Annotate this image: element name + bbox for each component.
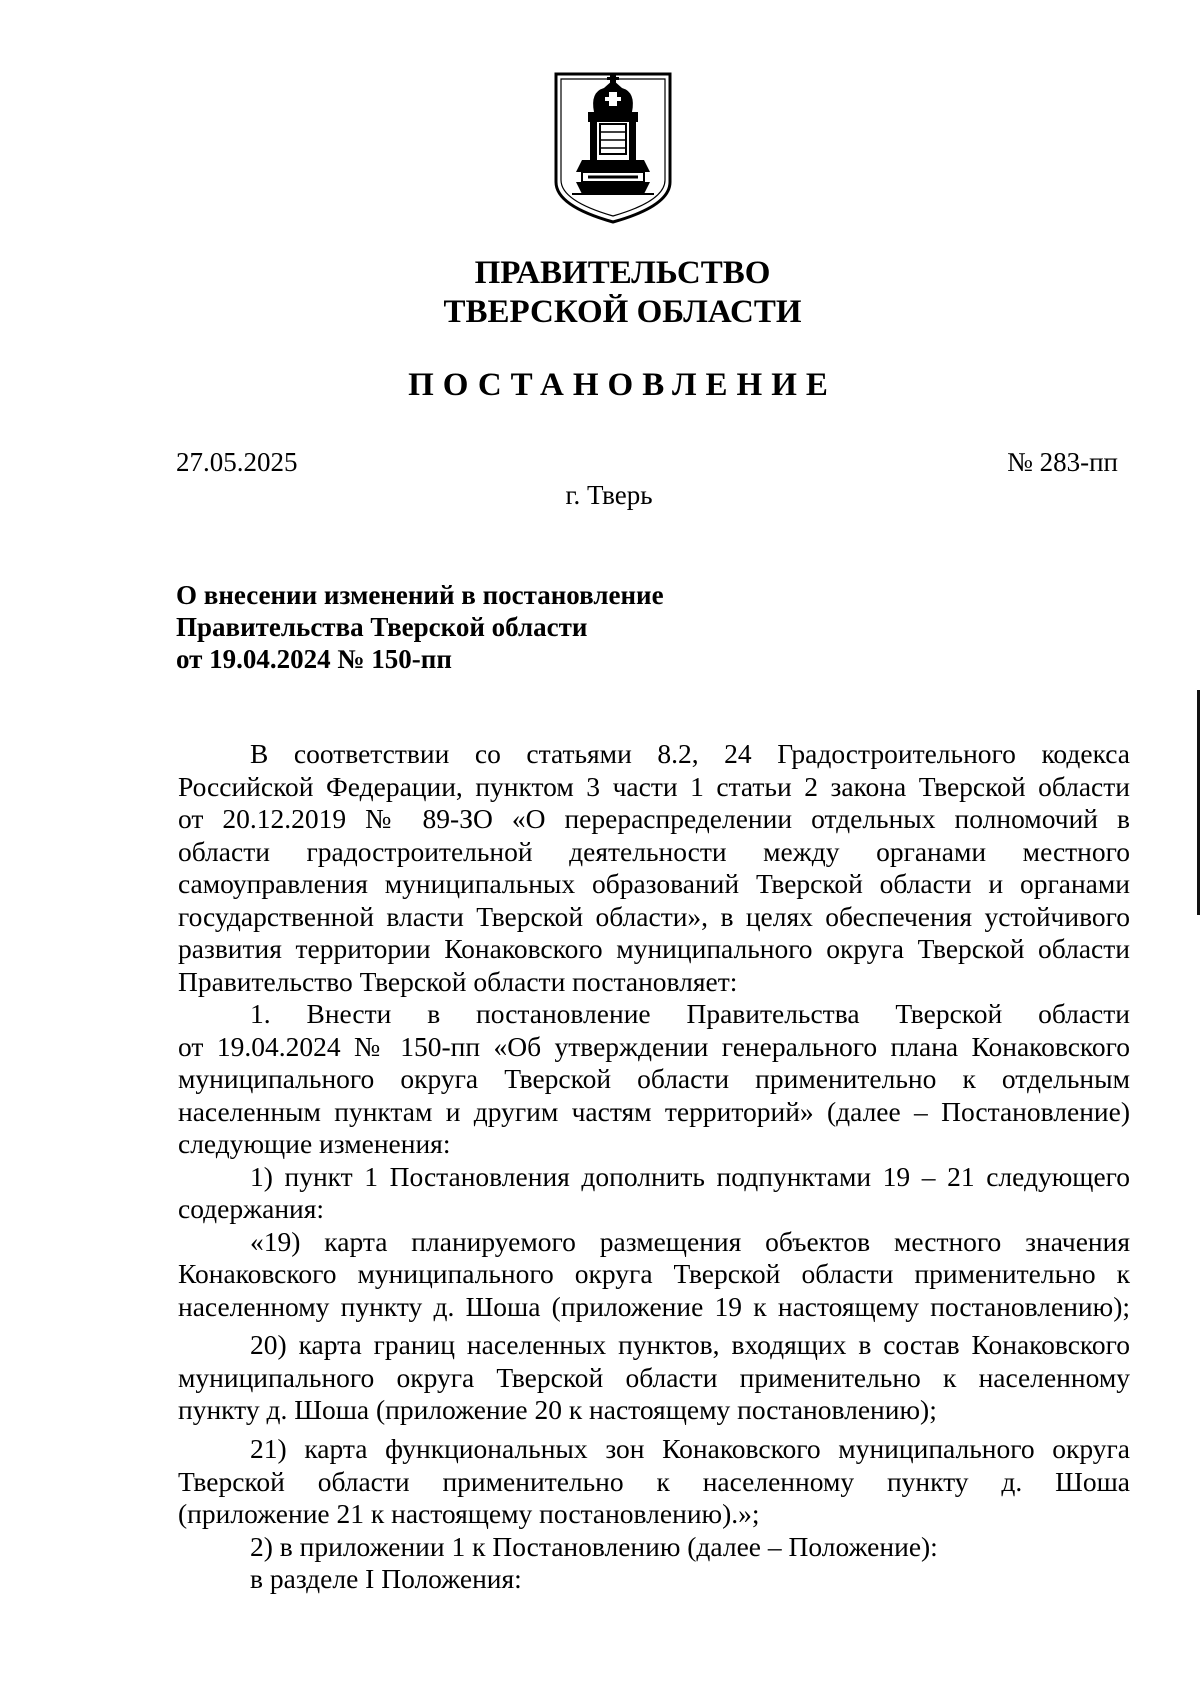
body-line: 1) пункт 1 Постановления дополнить подпунктами 19 – 21 следующего bbox=[250, 1161, 1130, 1192]
body-line: «19) карта планируемого размещения объектов местного значения bbox=[250, 1226, 1130, 1257]
document-city: г. Тверь bbox=[565, 480, 653, 510]
body-line: населенному пункту д. Шоша (приложение 19 к настоящему постановлению); bbox=[178, 1291, 1130, 1322]
body-line: 20) карта границ населенных пунктов, входящих в состав Конаковского bbox=[250, 1329, 1130, 1360]
document-subject bbox=[176, 579, 664, 675]
document-date: 27.05.2025 bbox=[176, 447, 298, 477]
document-type: ПОСТАНОВЛЕНИЕ bbox=[408, 367, 837, 403]
body-line: содержания: bbox=[178, 1193, 325, 1224]
org-name-line2: ТВЕРСКОЙ ОБЛАСТИ bbox=[443, 294, 802, 330]
subject-line: Правительства Тверской области bbox=[176, 612, 588, 642]
body-line: Российской Федерации, пунктом 3 части 1 статьи 2 закона Тверской области bbox=[178, 771, 1130, 802]
body-line: Правительство Тверской области постановляет: bbox=[178, 966, 738, 997]
tver-coat-of-arms-icon bbox=[552, 70, 674, 224]
body-line: самоуправления муниципальных образований Тверской области и органами bbox=[178, 868, 1130, 899]
body-line: пункту д. Шоша (приложение 20 к настоящему постановлению); bbox=[178, 1394, 937, 1425]
document-number: № 283-пп bbox=[1007, 447, 1118, 477]
org-name-line1: ПРАВИТЕЛЬСТВО bbox=[474, 255, 771, 291]
body-line: Конаковского муниципального округа Тверской области применительно к bbox=[178, 1258, 1130, 1289]
body-line: Тверской области применительно к населенному пункту д. Шоша bbox=[178, 1466, 1130, 1497]
body-line: государственной власти Тверской области», в целях обеспечения устойчивого bbox=[178, 901, 1130, 932]
body-line: развития территории Конаковского муниципального округа Тверской области bbox=[178, 933, 1130, 964]
body-line: следующие изменения: bbox=[178, 1128, 451, 1159]
body-line: муниципального округа Тверской области применительно к населенному bbox=[178, 1362, 1130, 1393]
body-line: от 20.12.2019 № 89-ЗО «О перераспределении отдельных полномочий в bbox=[178, 803, 1130, 834]
body-line: (приложение 21 к настоящему постановлению).»; bbox=[178, 1498, 760, 1529]
body-line: населенным пунктам и другим частям территорий» (далее – Постановление) bbox=[178, 1096, 1130, 1127]
subject-line: от 19.04.2024 № 150-пп bbox=[176, 644, 452, 674]
subject-line: О внесении изменений в постановление bbox=[176, 580, 664, 610]
body-line: муниципального округа Тверской области применительно к отдельным bbox=[178, 1063, 1130, 1094]
body-line: от 19.04.2024 № 150-пп «Об утверждении генерального плана Конаковского bbox=[178, 1031, 1130, 1062]
body-line: 21) карта функциональных зон Конаковского муниципального округа bbox=[250, 1433, 1130, 1464]
body-line: 1. Внести в постановление Правительства Тверской области bbox=[250, 998, 1130, 1029]
body-line: в разделе I Положения: bbox=[250, 1563, 522, 1594]
body-line: 2) в приложении 1 к Постановлению (далее – Положение): bbox=[250, 1531, 938, 1562]
body-line: В соответствии со статьями 8.2, 24 Градостроительного кодекса bbox=[250, 738, 1130, 769]
body-line: области градостроительной деятельности между органами местного bbox=[178, 836, 1130, 867]
